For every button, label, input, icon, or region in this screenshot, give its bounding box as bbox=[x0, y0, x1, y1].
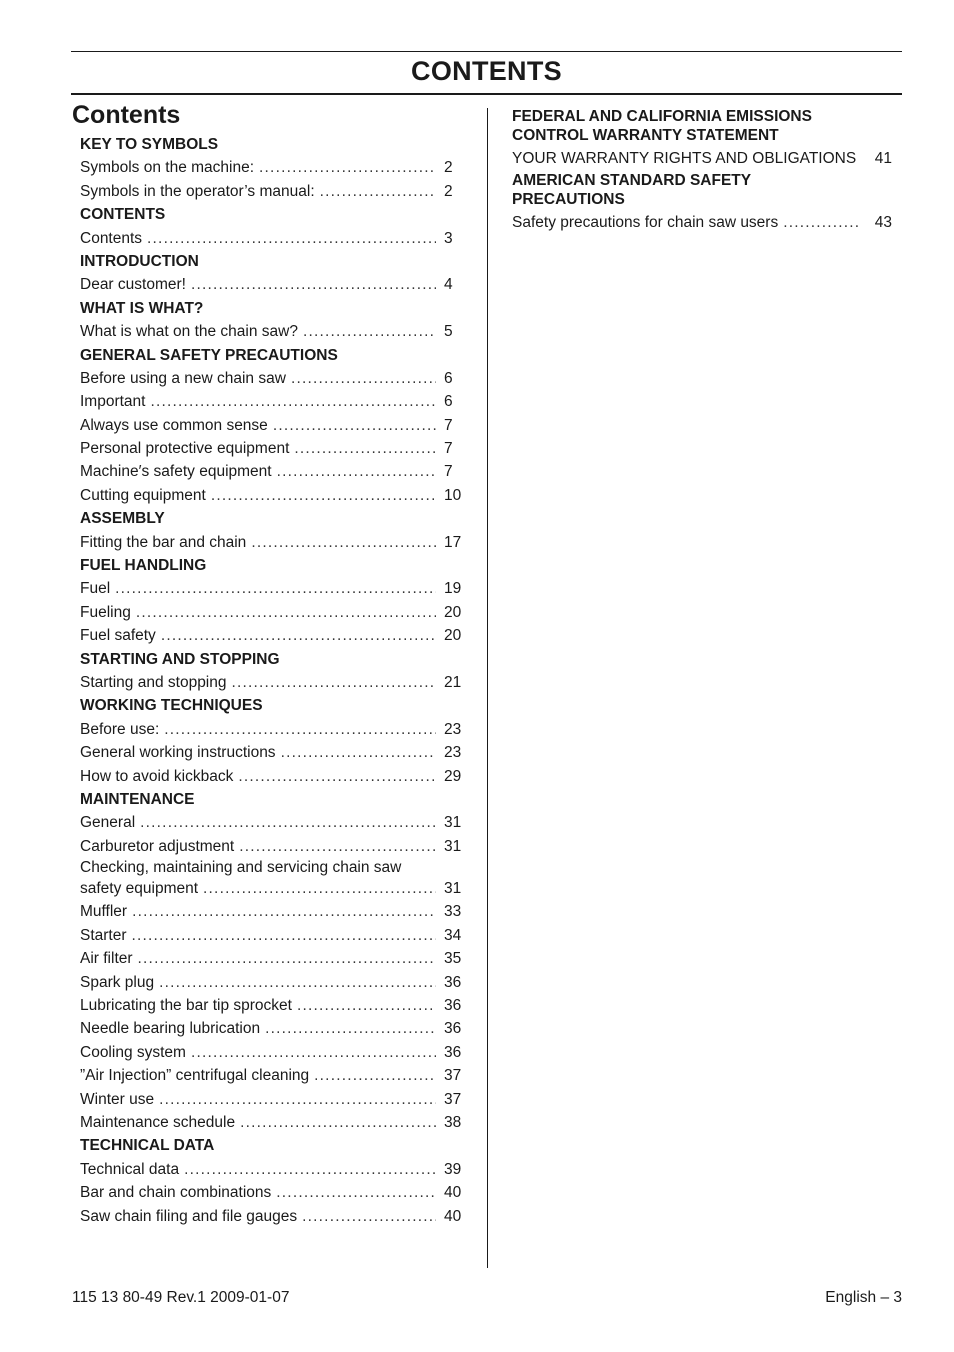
toc-entry[interactable] bbox=[80, 671, 464, 694]
toc-group-title: ASSEMBLY bbox=[80, 510, 165, 528]
toc-entry[interactable] bbox=[80, 858, 464, 900]
contents-heading: Contents bbox=[72, 101, 181, 129]
toc-entry[interactable] bbox=[80, 1158, 464, 1181]
toc-entry-label: Lubricating the bar tip sprocket bbox=[80, 997, 292, 1015]
toc-entry-label: Contents bbox=[80, 229, 143, 247]
toc-entry[interactable] bbox=[80, 601, 464, 624]
toc-page-number: 31 bbox=[444, 814, 462, 832]
toc-entry-label: ”Air Injection” centrifugal cleaning bbox=[80, 1067, 310, 1085]
toc-list bbox=[72, 133, 464, 1228]
toc-entry-label: General working instructions bbox=[80, 744, 276, 762]
dot-leader bbox=[136, 601, 436, 624]
dot-leader bbox=[140, 811, 436, 834]
toc-entry-label: Checking, maintaining and servicing chain saw bbox=[80, 859, 402, 877]
toc-page-number: 39 bbox=[444, 1160, 462, 1178]
dot-leader bbox=[115, 577, 436, 600]
toc-entry-label: YOUR WARRANTY RIGHTS AND OBLIGATIONS bbox=[512, 150, 857, 167]
dot-leader bbox=[783, 211, 860, 235]
toc-entry[interactable] bbox=[80, 1064, 464, 1087]
toc-entry-label: Cooling system bbox=[80, 1043, 186, 1061]
toc-page-number: 17 bbox=[444, 533, 462, 551]
toc-entry[interactable] bbox=[80, 924, 464, 947]
toc-entry[interactable] bbox=[80, 414, 464, 437]
toc-entry-label: Air filter bbox=[80, 950, 133, 968]
toc-page-number: 37 bbox=[444, 1067, 462, 1085]
dot-leader bbox=[276, 1181, 436, 1204]
toc-entry[interactable] bbox=[80, 835, 464, 858]
dot-leader bbox=[232, 671, 437, 694]
toc-entry[interactable] bbox=[80, 1088, 464, 1111]
footer-doc-number: 115 13 80-49 Rev.1 2009-01-07 bbox=[72, 1289, 290, 1306]
toc-entry-label: Maintenance schedule bbox=[80, 1114, 236, 1131]
toc-entry-line bbox=[80, 877, 464, 900]
toc-entry[interactable] bbox=[512, 211, 892, 235]
toc-entry[interactable] bbox=[80, 624, 464, 647]
dot-leader bbox=[164, 718, 436, 741]
toc-entry[interactable] bbox=[80, 367, 464, 390]
dot-leader bbox=[132, 900, 436, 923]
toc-page-number: 36 bbox=[444, 1043, 462, 1061]
toc-group-title: MAINTENANCE bbox=[80, 790, 195, 808]
toc-group-title: GENERAL SAFETY PRECAUTIONS bbox=[80, 346, 338, 364]
toc-left-column bbox=[72, 99, 464, 1228]
toc-entry[interactable] bbox=[80, 741, 464, 764]
toc-page-number: 36 bbox=[444, 1020, 462, 1038]
toc-page-number: 2 bbox=[444, 182, 453, 200]
toc-group-title: STARTING AND STOPPING bbox=[80, 650, 280, 668]
dot-leader bbox=[294, 437, 436, 460]
toc-page-number: 31 bbox=[444, 880, 462, 898]
toc-page-number: 5 bbox=[444, 323, 453, 341]
toc-page-number: 2 bbox=[444, 159, 453, 177]
dot-leader bbox=[291, 367, 436, 390]
dot-leader bbox=[238, 765, 436, 788]
dot-leader bbox=[147, 227, 436, 250]
toc-entry[interactable] bbox=[80, 156, 464, 179]
toc-entry[interactable] bbox=[80, 390, 464, 413]
toc-page-number: 38 bbox=[444, 1114, 462, 1131]
toc-entry[interactable] bbox=[80, 437, 464, 460]
toc-entry-label: Muffler bbox=[80, 903, 128, 921]
dot-leader bbox=[277, 460, 436, 483]
toc-entry[interactable] bbox=[80, 1041, 464, 1064]
dot-leader bbox=[303, 320, 436, 343]
dot-leader bbox=[251, 531, 436, 554]
toc-group-title: WHAT IS WHAT? bbox=[80, 299, 204, 317]
toc-entry-label: Needle bearing lubrication bbox=[80, 1020, 261, 1038]
toc-page-number: 37 bbox=[444, 1090, 462, 1108]
toc-entry-label: Fuel bbox=[80, 580, 111, 598]
toc-entry-label: Bar and chain combinations bbox=[80, 1184, 272, 1202]
dot-leader bbox=[132, 924, 436, 947]
toc-entry-label: Safety precautions for chain saw users bbox=[512, 214, 779, 231]
toc-entry[interactable] bbox=[80, 227, 464, 250]
toc-entry-label: Always use common sense bbox=[80, 416, 268, 434]
toc-page-number: 23 bbox=[444, 720, 462, 738]
dot-leader bbox=[240, 1111, 436, 1134]
header-rule bbox=[71, 93, 902, 95]
toc-group-title: KEY TO SYMBOLS bbox=[80, 136, 219, 153]
toc-page-number: 6 bbox=[444, 393, 453, 411]
toc-entry-label-cont: safety equipment bbox=[80, 880, 199, 898]
toc-page-number: 19 bbox=[444, 580, 462, 598]
dot-leader bbox=[191, 273, 436, 296]
toc-page-number: 7 bbox=[444, 463, 453, 481]
dot-leader bbox=[191, 1041, 436, 1064]
toc-entry-label: Dear customer! bbox=[80, 276, 186, 294]
toc-group-title: TECHNICAL DATA bbox=[80, 1137, 215, 1155]
toc-entry-label: Starting and stopping bbox=[80, 673, 227, 691]
toc-entry[interactable] bbox=[80, 1205, 464, 1228]
toc-page-number: 29 bbox=[444, 767, 462, 785]
toc-entry[interactable] bbox=[80, 180, 464, 203]
toc-page-number: 3 bbox=[444, 229, 453, 247]
dot-leader bbox=[239, 835, 436, 858]
toc-group-title: FUEL HANDLING bbox=[80, 557, 207, 575]
toc-entry-label: Saw chain filing and file gauges bbox=[80, 1207, 298, 1225]
toc-entry[interactable] bbox=[80, 577, 464, 600]
toc-entry-label: What is what on the chain saw? bbox=[80, 323, 298, 341]
toc-list-right bbox=[512, 107, 892, 235]
toc-entry[interactable] bbox=[80, 994, 464, 1017]
toc-page-number: 7 bbox=[444, 416, 453, 434]
toc-page-number: 35 bbox=[444, 950, 462, 968]
dot-leader bbox=[159, 971, 436, 994]
toc-entry-label: Machine′s safety equipment bbox=[80, 463, 272, 481]
toc-group-title: WORKING TECHNIQUES bbox=[80, 697, 263, 715]
toc-page-number: 20 bbox=[444, 627, 462, 645]
dot-leader bbox=[320, 180, 436, 203]
toc-entry-label: How to avoid kickback bbox=[80, 767, 234, 785]
column-divider bbox=[487, 108, 488, 1268]
toc-entry[interactable] bbox=[80, 811, 464, 834]
toc-page-number: 40 bbox=[444, 1207, 462, 1225]
toc-page-number: 20 bbox=[444, 603, 462, 621]
toc-page-number: 36 bbox=[444, 973, 462, 991]
toc-entry-label: Before use: bbox=[80, 720, 160, 738]
toc-entry-label: Cutting equipment bbox=[80, 486, 206, 504]
toc-entry-label: Starter bbox=[80, 926, 127, 944]
toc-entry[interactable] bbox=[80, 718, 464, 741]
toc-entry-label: General bbox=[80, 814, 136, 832]
toc-entry[interactable] bbox=[80, 971, 464, 994]
toc-entry[interactable] bbox=[80, 484, 464, 507]
toc-group-title: AMERICAN STANDARD SAFETY bbox=[512, 172, 752, 189]
dot-leader bbox=[273, 414, 436, 437]
toc-entry-label: Personal protective equipment bbox=[80, 440, 290, 458]
footer-page-label: English – 3 bbox=[825, 1289, 902, 1306]
toc-entry[interactable] bbox=[80, 1111, 464, 1134]
toc-entry-label: Carburetor adjustment bbox=[80, 837, 235, 855]
toc-entry-label: Fuel safety bbox=[80, 627, 156, 645]
toc-entry-label: Technical data bbox=[80, 1160, 180, 1178]
dot-leader bbox=[159, 1088, 436, 1111]
toc-entry[interactable] bbox=[80, 1181, 464, 1204]
toc-page-number: 23 bbox=[444, 744, 462, 762]
toc-page-number: 6 bbox=[444, 369, 453, 387]
toc-page-number: 41 bbox=[874, 150, 892, 167]
toc-entry[interactable] bbox=[80, 460, 464, 483]
toc-page-number: 36 bbox=[444, 997, 462, 1015]
dot-leader bbox=[203, 877, 436, 900]
dot-leader bbox=[259, 156, 436, 179]
toc-entry-label: Important bbox=[80, 393, 146, 411]
toc-group-title: PRECAUTIONS bbox=[512, 191, 625, 208]
dot-leader bbox=[184, 1158, 436, 1181]
toc-group-title: CONTENTS bbox=[80, 206, 166, 224]
toc-page-number: 4 bbox=[444, 276, 453, 294]
toc-group-title: INTRODUCTION bbox=[80, 252, 199, 270]
toc-entry[interactable] bbox=[80, 1017, 464, 1040]
toc-entry[interactable] bbox=[80, 531, 464, 554]
toc-page-number: 21 bbox=[444, 673, 462, 691]
toc-entry[interactable] bbox=[80, 901, 464, 924]
toc-page-number: 34 bbox=[444, 926, 462, 944]
toc-group-title: CONTROL WARRANTY STATEMENT bbox=[512, 127, 779, 144]
toc-page-number: 40 bbox=[444, 1184, 462, 1202]
toc-entry[interactable] bbox=[80, 273, 464, 296]
toc-page-number: 33 bbox=[444, 903, 462, 921]
toc-entry[interactable] bbox=[512, 147, 892, 171]
toc-entry-label: Fitting the bar and chain bbox=[80, 533, 247, 551]
toc-entry-label: Before using a new chain saw bbox=[80, 369, 286, 387]
toc-group-title: FEDERAL AND CALIFORNIA EMISSIONS bbox=[512, 108, 812, 125]
dot-leader bbox=[211, 484, 436, 507]
dot-leader bbox=[161, 624, 436, 647]
toc-entry[interactable] bbox=[80, 320, 464, 343]
toc-entry[interactable] bbox=[80, 947, 464, 970]
toc-page-number: 10 bbox=[444, 486, 462, 504]
toc-page-number: 7 bbox=[444, 440, 453, 458]
toc-entry-label: Fueling bbox=[80, 603, 131, 621]
toc-page-number: 43 bbox=[874, 214, 892, 231]
toc-right-column bbox=[512, 107, 892, 235]
toc-entry-label: Spark plug bbox=[80, 973, 155, 991]
toc-entry[interactable] bbox=[80, 765, 464, 788]
page-header-title: CONTENTS bbox=[411, 56, 562, 86]
dot-leader bbox=[281, 741, 436, 764]
dot-leader bbox=[302, 1205, 436, 1228]
toc-entry-label: Symbols on the machine: bbox=[80, 159, 255, 177]
toc-entry-label: Symbols in the operator’s manual: bbox=[80, 182, 315, 200]
dot-leader bbox=[314, 1064, 436, 1087]
dot-leader bbox=[297, 994, 436, 1017]
dot-leader bbox=[138, 947, 436, 970]
toc-entry-label: Winter use bbox=[80, 1090, 155, 1108]
toc-page-number: 31 bbox=[444, 837, 462, 855]
top-rule bbox=[71, 51, 902, 52]
dot-leader bbox=[265, 1017, 436, 1040]
dot-leader bbox=[150, 390, 436, 413]
